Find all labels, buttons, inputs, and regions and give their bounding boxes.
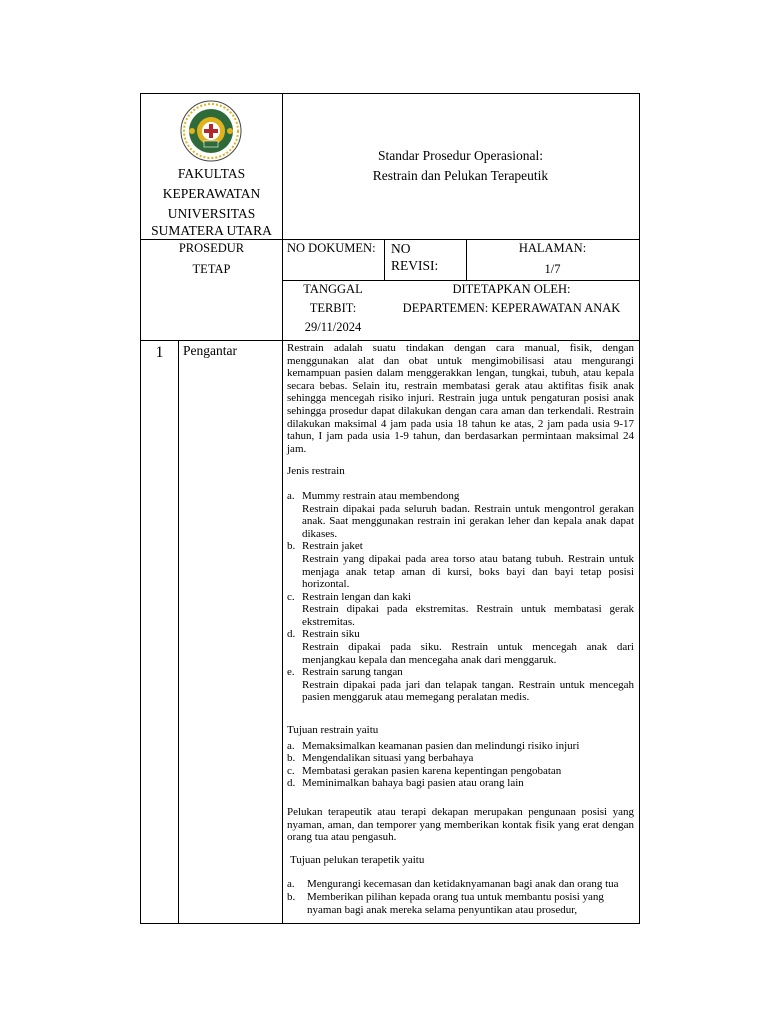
list-item: [287, 765, 634, 778]
restraint-types-list: [287, 490, 634, 704]
page-label: HALAMAN:: [518, 241, 587, 255]
institution-line: KEPERAWATAN: [162, 186, 261, 201]
approved-by: [384, 280, 639, 318]
list-item: [287, 490, 634, 540]
document-number-label: NO DOKUMEN:: [287, 241, 376, 255]
title-line: Standar Prosedur Operasional:: [378, 148, 543, 163]
list-marker: b.: [287, 752, 296, 765]
approved-label: DITETAPKAN OLEH:: [452, 282, 571, 296]
list-marker: b.: [287, 890, 296, 903]
intro-paragraph: Restrain adalah suatu tindakan dengan cara manual, fisik, dengan menggunakan alat dan obat untuk mengimobilisasi atau mengurangi kemampuan pasien dalam menggerakkan lengan, tungkai, tubuh, atau kepala secara bebas. Selain itu, restrain membatasi gerak atau aktifitas fisik anak sehingga mencegah risiko injuri. Restrain juga untuk pengaturan posisi anak sehingga prosedur dapat dilakukan dengan cara aman dan terkendali. Restrain dilakukan maksimal 4 jam pada usia 18 tahun ke atas, 2 jam pada usia 9-17 tahun, I jam pada usia 1-9 tahun, dan berdasarkan permintaan maksimal 24 jam.: [287, 342, 634, 455]
institution-line: SUMATERA UTARA: [151, 223, 272, 238]
list-item-title: Mummy restrain atau membendong: [302, 489, 460, 502]
title-line: Restrain dan Pelukan Terapeutik: [372, 168, 549, 183]
document-title: [282, 146, 639, 186]
list-marker: d.: [287, 628, 296, 641]
procedure-type: [141, 239, 282, 279]
list-item-title: Restrain sarung tangan: [302, 666, 403, 679]
procedure-line: TETAP: [192, 262, 231, 276]
page-number: [466, 239, 639, 279]
section-body: [287, 342, 634, 916]
issue-label: TERBIT:: [309, 301, 357, 315]
list-item-desc: Restrain dipakai pada siku. Restrain untuk mencegah anak dari menjangkau kepala dan mencegaha anak dari menggaruk.: [302, 641, 634, 666]
institution-block: [141, 94, 282, 239]
hug-paragraph: Pelukan terapeutik atau terapi dekapan merupakan pengunaan posisi yang nyaman, aman, dan temporer yang memberikan kontak fisik yang erat dengan orang tua atau pengasuh.: [287, 806, 634, 844]
list-marker: a.: [287, 739, 295, 752]
divider: [178, 340, 179, 923]
divider: [384, 239, 385, 280]
list-item: [287, 628, 634, 666]
page-value: 1/7: [544, 262, 561, 276]
list-item-desc: Restrain dipakai pada jari dan telapak tangan. Restrain untuk mencegah pasien menggaruk atau memegang peralatan medis.: [302, 678, 634, 704]
list-marker: c.: [287, 590, 295, 603]
faculty-logo: [180, 100, 242, 162]
list-marker: b.: [287, 540, 296, 553]
list-item: [287, 891, 634, 916]
approved-value: DEPARTEMEN: KEPERAWATAN ANAK: [402, 301, 621, 315]
list-item-text: Membatasi gerakan pasien karena kepentingan pengobatan: [302, 764, 562, 777]
list-item: [287, 878, 634, 891]
list-item-desc: Restrain dipakai pada seluruh badan. Restrain untuk mengontrol gerakan anak. Saat menggunakan restrain ini gerakan leher dan kepala anak dapat dikases.: [302, 502, 634, 540]
institution-line: FAKULTAS: [177, 166, 246, 181]
list-item-title: Restrain lengan dan kaki: [302, 590, 412, 603]
types-heading: Jenis restrain: [287, 465, 345, 478]
issue-date: [282, 280, 384, 337]
list-item: [287, 740, 634, 753]
issue-date-value: 29/11/2024: [304, 320, 362, 334]
list-item-text: Mengurangi kecemasan dan ketidaknyamanan bagi anak dan orang tua: [307, 878, 619, 891]
section-title: Pengantar: [183, 343, 237, 358]
list-item: [287, 777, 634, 790]
restraint-goals-list: [287, 740, 634, 790]
list-item-text: Memaksimalkan keamanan pasien dan melindungi risiko injuri: [302, 739, 580, 752]
list-item-desc: Restrain yang dipakai pada area torso atau batang tubuh. Restrain untuk menjaga anak tetap aman di kursi, boks bayi dan bayi tetap posisi horizontal.: [302, 552, 634, 591]
procedure-line: PROSEDUR: [178, 241, 245, 255]
goals-heading: Tujuan restrain yaitu: [287, 724, 379, 737]
issue-label: TANGGAL: [303, 282, 363, 296]
list-item-title: Restrain jaket: [302, 540, 363, 553]
list-marker: d.: [287, 777, 296, 790]
document-number: [287, 239, 384, 258]
list-item: [287, 540, 634, 590]
list-item-title: Restrain siku: [302, 628, 360, 641]
section-number: 1: [155, 344, 164, 361]
list-item-text: Meminimalkan bahaya bagi pasien atau orang lain: [302, 777, 524, 790]
revision: [391, 240, 466, 274]
list-marker: c.: [287, 764, 295, 777]
list-item: [287, 591, 634, 629]
revision-line: NO: [391, 241, 411, 256]
list-item-desc: Restrain dipakai pada ekstremitas. Restrain untuk membatasi gerak ekstremitas.: [302, 603, 634, 628]
divider: [282, 340, 283, 923]
list-marker: a.: [287, 489, 295, 502]
list-item-text: Mengendalikan situasi yang berbahaya: [302, 752, 474, 765]
revision-line: REVISI:: [391, 258, 439, 273]
list-item: [287, 752, 634, 765]
hug-goals-heading: Tujuan pelukan terapetik yaitu: [290, 853, 425, 866]
institution-line: UNIVERSITAS: [167, 206, 256, 221]
hug-goals-list: [287, 878, 634, 916]
list-item-text: Memberikan pilihan kepada orang tua untuk membantu posisi yang nyaman bagi anak mereka selama penyuntikan atau prosedur,: [307, 890, 604, 916]
divider: [141, 340, 639, 341]
sop-document: [140, 93, 640, 924]
list-marker: e.: [287, 666, 295, 679]
list-item: [287, 666, 634, 704]
list-marker: a.: [287, 878, 295, 891]
